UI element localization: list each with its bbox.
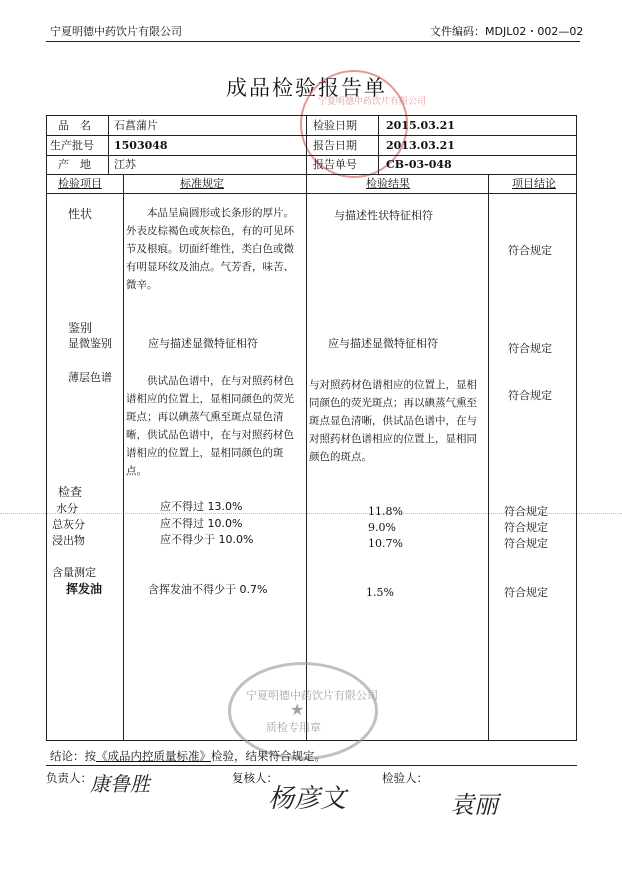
conclusion-col-line xyxy=(488,174,489,740)
oil-conclusion: 符合规定 xyxy=(504,586,548,599)
traits-conclusion: 符合规定 xyxy=(508,244,552,257)
water-result: 11.8% xyxy=(368,505,403,518)
micro-label: 显微鉴别 xyxy=(68,337,112,350)
seal-grey-text: 宁夏明德中药饮片有限公司 xyxy=(246,689,378,702)
col-conclusion-header: 项目结论 xyxy=(512,177,556,190)
oil-standard: 含挥发油不得少于 0.7% xyxy=(148,583,268,596)
inspector-signature: 袁丽 xyxy=(450,791,498,819)
col-result-header: 检验结果 xyxy=(366,177,410,190)
micro-conclusion: 符合规定 xyxy=(508,342,552,355)
seal-red-text: 宁夏明德中药饮片有限公司 xyxy=(318,97,427,107)
ash-standard: 应不得过 10.0% xyxy=(160,517,243,530)
batch-value: 1503048 xyxy=(114,139,168,152)
conclusion-prefix: 结论：按 xyxy=(50,749,96,763)
header-row-line xyxy=(46,193,577,194)
traits-label: 性状 xyxy=(68,207,93,221)
report-no-label: 报告单号 xyxy=(313,158,357,171)
reviewer-signature: 杨彦文 xyxy=(268,784,347,814)
origin-value: 江苏 xyxy=(114,158,136,171)
mid-col-line xyxy=(306,115,307,740)
check-label: 检查 xyxy=(58,485,83,499)
traits-standard: 本品呈扁圆形或长条形的厚片。外表皮棕褐色或灰棕色，有的可见环节及根痕。切面纤维性，类白色或微有明显环纹及油点。气芳香，味苦、微辛。 xyxy=(126,207,294,291)
table-left-border xyxy=(46,115,47,740)
tlc-result: 与对照药材色谱相应的位置上，显相同颜色的荧光斑点；再以碘蒸气熏至斑点显色清晰，供试品色谱中，在与对照药材色谱相应的位置上，显相同颜色的斑点。 xyxy=(309,379,477,463)
ash-label: 总灰分 xyxy=(52,518,85,531)
tlc-conclusion: 符合规定 xyxy=(508,389,552,402)
col-standard-header: 标准规定 xyxy=(180,177,224,190)
name-value: 石菖蒲片 xyxy=(114,119,158,132)
item-col-line xyxy=(123,174,124,740)
info-row-line xyxy=(46,155,577,156)
ident-label: 鉴别 xyxy=(68,321,93,335)
tlc-label: 薄层色谱 xyxy=(68,371,112,384)
water-conclusion: 符合规定 xyxy=(504,505,548,518)
responsible-label: 负责人： xyxy=(46,771,92,785)
micro-result: 应与描述显微特征相符 xyxy=(328,337,438,350)
origin-label: 产 地 xyxy=(58,158,91,171)
extract-standard: 应不得少于 10.0% xyxy=(160,533,254,546)
extract-conclusion: 符合规定 xyxy=(504,537,548,550)
company-name: 宁夏明德中药饮片有限公司 xyxy=(50,25,182,38)
seal-grey-subtext: 质检专用章 xyxy=(266,721,321,734)
traits-result: 与描述性状特征相符 xyxy=(334,209,433,222)
header-rule xyxy=(46,41,580,42)
micro-standard: 应与描述显微特征相符 xyxy=(148,337,258,350)
extract-label: 浸出物 xyxy=(52,534,85,547)
extract-result: 10.7% xyxy=(368,537,403,550)
ash-conclusion: 符合规定 xyxy=(504,521,548,534)
info-col-line xyxy=(378,115,379,175)
oil-label: 挥发油 xyxy=(66,582,103,596)
conclusion-line xyxy=(50,748,326,764)
water-label: 水分 xyxy=(56,502,78,515)
star-icon: ★ xyxy=(290,700,305,719)
table-top-border xyxy=(46,115,577,116)
info-row-line xyxy=(46,174,577,175)
reviewer-label: 复核人： xyxy=(232,771,278,785)
table-right-border xyxy=(576,115,577,740)
file-number: 文件编码：MDJL02・002—02 xyxy=(430,25,584,38)
tlc-standard: 供试品色谱中，在与对照药材色谱相应的位置上，显相同颜色的荧光斑点；再以碘蒸气熏至斑点显色清晰，供试品色谱中，在与对照药材色谱相应的位置上，显相同颜色的斑点。 xyxy=(126,375,294,477)
report-no-value: CB-03-048 xyxy=(386,158,452,171)
conclusion-standard: 《成品内控质量标准》 xyxy=(96,749,211,763)
report-date-value: 2013.03.21 xyxy=(386,139,455,152)
report-title: 成品检验报告单 xyxy=(226,76,387,100)
report-date-label: 报告日期 xyxy=(313,139,357,152)
info-col-line xyxy=(108,115,109,175)
conclusion-suffix: 检验，结果符合规定。 xyxy=(211,749,326,763)
responsible-signature: 康鲁胜 xyxy=(90,772,150,796)
assay-label: 含量测定 xyxy=(52,566,96,579)
inspect-date-value: 2015.03.21 xyxy=(386,119,455,132)
col-item-header: 检验项目 xyxy=(58,177,102,190)
inspector-label: 检验人： xyxy=(382,771,428,785)
water-standard: 应不得过 13.0% xyxy=(160,500,243,513)
batch-label: 生产批号 xyxy=(50,139,94,152)
inspect-date-label: 检验日期 xyxy=(313,119,357,132)
conclusion-rule xyxy=(46,765,577,766)
oil-result: 1.5% xyxy=(366,586,394,599)
name-label: 品 名 xyxy=(58,119,91,132)
ash-result: 9.0% xyxy=(368,521,396,534)
info-row-line xyxy=(46,135,577,136)
